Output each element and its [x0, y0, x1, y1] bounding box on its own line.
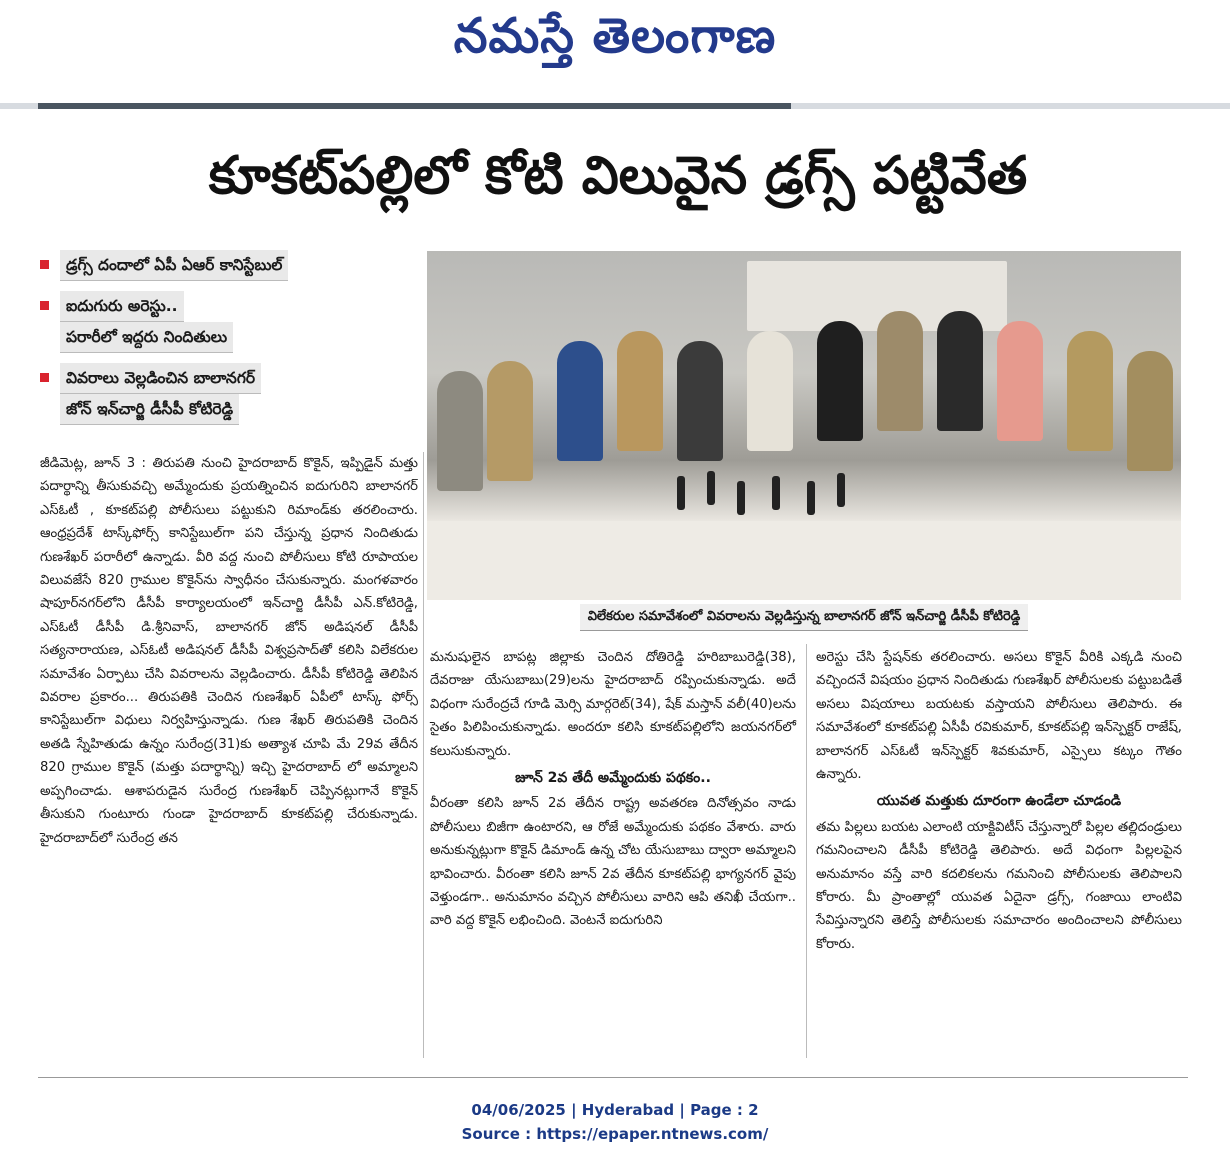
photo-caption	[427, 604, 1181, 634]
photo-figure	[997, 321, 1043, 441]
article-column-3	[816, 646, 1182, 956]
article-subhead: యువత మత్తుకు దూరంగా ఉండేలా చూడండి	[876, 793, 1122, 810]
page-footer	[0, 1098, 1230, 1146]
newspaper-logo: నమస్తే తెలంగాణ	[453, 8, 777, 64]
bullet-text: వివరాలు వెల్లడించిన బాలానగర్	[60, 363, 261, 394]
microphone	[807, 481, 815, 515]
bullet-item	[38, 363, 398, 425]
photo-caption-text: విలేకరుల సమావేశంలో వివరాలను వెల్లడిస్తున్న బాలానగర్ జోన్ ఇన్‌చార్జి డీసీపీ కోటిరెడ్డి	[580, 604, 1029, 631]
footer-source-link[interactable]: Source : https://epaper.ntnews.com/	[461, 1125, 769, 1143]
article-paragraph: మనుషులైన బాపట్ల జిల్లాకు చెందిన దోతిరెడ్డి హరిబాబురెడ్డి(38), దేవరాజు యేసుబాబు(29)లను హైదరాబాద్ రప్పించుకున్నాడు. అదే విధంగా సురేంద్రచే గూడి మెర్సి మార్గరెట్(34), షేక్ మస్తాన్ వలీ(40)లను సైతం పిలిపించుకున్నాడు. అందరూ కలిసి కూకట్‌పల్లిలోని జయనగర్‌లో కలుసుకున్నారు.	[430, 650, 796, 759]
photo-figure	[677, 341, 723, 461]
photo-figure	[1067, 331, 1113, 451]
bullet-text: ఐదుగురు అరెస్టు..	[60, 291, 184, 322]
article-subhead: జూన్ 2వ తేదీ అమ్మేందుకు పథకం..	[515, 770, 711, 787]
article-column-1	[40, 452, 418, 850]
article-column-2	[430, 646, 796, 933]
header-rule-accent	[38, 103, 791, 109]
article-paragraph: తమ పిల్లలు బయట ఎలాంటి యాక్టివిటీస్ చేస్తున్నారో పిల్లల తల్లిదండ్రులు గమనించాలని డీసీపీ కోటిరెడ్డి తెలిపారు. అదే విధంగా పిల్లలపైన అనుమానం వస్తే వారి కదలికలను గమనించి పోలీసులకు తెలిపాలని కోరారు. మీ ప్రాంతాల్లో యువత ఏదైనా డ్రగ్స్, గంజాయి లాంటివి సేవిస్తున్నారని తెలిస్తే పోలీసులకు సమాచారం అందించాలని పోలీసులు కోరారు.	[816, 819, 1182, 952]
microphone	[772, 476, 780, 510]
microphone	[707, 471, 715, 505]
masthead	[0, 0, 1230, 100]
photo-figure	[817, 321, 863, 441]
column-divider	[423, 452, 424, 1058]
photo-figure	[937, 311, 983, 431]
bullet-text: పరారీలో ఇద్దరు నిందితులు	[60, 322, 233, 353]
square-bullet-icon	[40, 301, 49, 310]
article-paragraph: జీడిమెట్ల, జూన్ 3 : తిరుపతి నుంచి హైదరాబాద్ కొకైన్, ఇప్పిడైన్ మత్తు పదార్థాన్ని తీసుకువచ్చి అమ్మేందుకు ప్రయత్నించిన ఐదుగురిని బాలానగర్ ఎస్ఓటీ , కూకట్‌పల్లి పోలీసులు పట్టుకుని రిమాండ్‌కు తరలించారు. ఆంధ్రప్రదేశ్ టాస్క్‌ఫోర్స్ కానిస్టేబుల్‌గా పని చేస్తున్న ప్రధాన నిందితుడు గుణశేఖర్ పరారీలో ఉన్నాడు. వీరి వద్ద నుంచి పోలీసులు కోటి రూపాయల విలువజేసే 820 గ్రాముల కొకైన్‌ను స్వాధీనం చేసుకున్నారు. మంగళవారం షాపూర్‌నగర్‌లోని డీసీపీ కార్యాలయంలో ఇన్‌చార్జి డీసీపీ ఎన్.కోటిరెడ్డి, ఎస్ఓటీ డీసీపీ డి.శ్రీనివాస్, బాలానగర్ జోన్ అడిషనల్ డీసీపీ సత్యనారాయణ, ఎస్ఓటీ అడిషనల్ డీసీపీ విశ్వప్రసాద్‌తో కలిసి విలేకరుల సమావేశం ఏర్పాటు చేసి వివరాలను వెల్లడించారు. డీసీపీ కోటిరెడ్డి తెలిపిన వివరాల ప్రకారం... తిరుపతికి చెందిన గుణశేఖర్ ఏపీలో టాస్క్ ఫోర్స్ కానిస్టేబుల్‌గా విధులు నిర్వహిస్తున్నాడు. గుణ శేఖర్ తిరుపతికి చెందిన అతడి స్నేహితుడు ఉన్నం సురేంద్ర(31)కు అత్యాశ చూపి మే 29వ తేదీన 820 గ్రాముల కొకైన్ (మత్తు పదార్థాన్ని) ఇచ్చి హైదరాబాద్ లో అమ్మాలని అప్పగించాడు. ఆశాపరుడైన సురేంద్ర గుణశేఖర్ చెప్పినట్లుగానే కొకైన్ తీసుకుని గుంటూరు గుండా హైదరాబాద్ కూకట్‌పల్లి చేరుకున్నాడు. హైదరాబాద్‌లో సురేంద్ర తన	[40, 456, 418, 846]
microphone	[837, 473, 845, 507]
press-conference-photo	[427, 251, 1181, 600]
bullet-item	[38, 250, 398, 281]
microphone	[737, 481, 745, 515]
square-bullet-icon	[40, 260, 49, 269]
photo-figure	[557, 341, 603, 461]
column-divider	[806, 644, 807, 1058]
microphone	[677, 476, 685, 510]
square-bullet-icon	[40, 373, 49, 382]
article-paragraph: వీరంతా కలిసి జూన్ 2వ తేదీన రాష్ట్ర అవతరణ దినోత్సవం నాడు పోలీసులు బిజీగా ఉంటారని, ఆ రోజే అమ్మేందుకు పథకం వేశారు. వారు అనుకున్నట్లుగా కొకైన్ డిమాండ్ ఉన్న చోట యేసుబాబు ద్వారా అమ్మాలని భావించారు. వీరంతా కలిసి జూన్ 2వ తేదీన కూకట్‌పల్లి భాగ్యనగర్ వైపు వెళ్తుండగా.. అనుమానం వచ్చిన పోలీసులు వారిని ఆపి తనిఖీ చేయగా.. వారి వద్ద కొకైన్ లభించింది. వెంటనే ఐదుగురిని	[430, 796, 796, 929]
bullet-item	[38, 291, 398, 353]
photo-figure	[877, 311, 923, 431]
bullet-text: డ్రగ్స్ దందాలో ఏపీ ఏఆర్ కానిస్టేబుల్	[60, 250, 288, 281]
photo-table	[427, 521, 1181, 600]
photo-figure	[437, 371, 483, 491]
footer-rule	[38, 1077, 1188, 1078]
footer-date-line: 04/06/2025 | Hyderabad | Page : 2	[471, 1101, 759, 1119]
bullet-text: జోన్ ఇన్‌చార్జి డీసీపీ కోటిరెడ్డి	[60, 394, 239, 425]
photo-figure	[1127, 351, 1173, 471]
headline: కూకట్‌పల్లిలో కోటి విలువైన డ్రగ్స్ పట్టివేత	[208, 146, 1028, 206]
photo-figure	[617, 331, 663, 451]
highlight-bullets	[38, 250, 398, 435]
photo-figure	[747, 331, 793, 451]
photo-figure	[487, 361, 533, 481]
article-paragraph: అరెస్టు చేసి స్టేషన్‌కు తరలించారు. అసలు కొకైన్ వీరికి ఎక్కడి నుంచి వచ్చిందనే విషయం ప్రధాన నిందితుడు గుణశేఖర్ పోలీసులకు పట్టుబడితే అసలు విషయాలు బయటకు వస్తాయని పోలీసులు తెలిపారు. ఈ సమావేశంలో కూకట్‌పల్లి ఏసీపీ రవికుమార్, కూకట్‌పల్లి ఇన్‌స్పెక్టర్ రాజేష్, బాలానగర్ ఎస్ఓటీ ఇన్‌స్పెక్టర్ శివకుమార్, ఎస్సైలు కట్కం గౌతం ఉన్నారు.	[816, 650, 1182, 783]
